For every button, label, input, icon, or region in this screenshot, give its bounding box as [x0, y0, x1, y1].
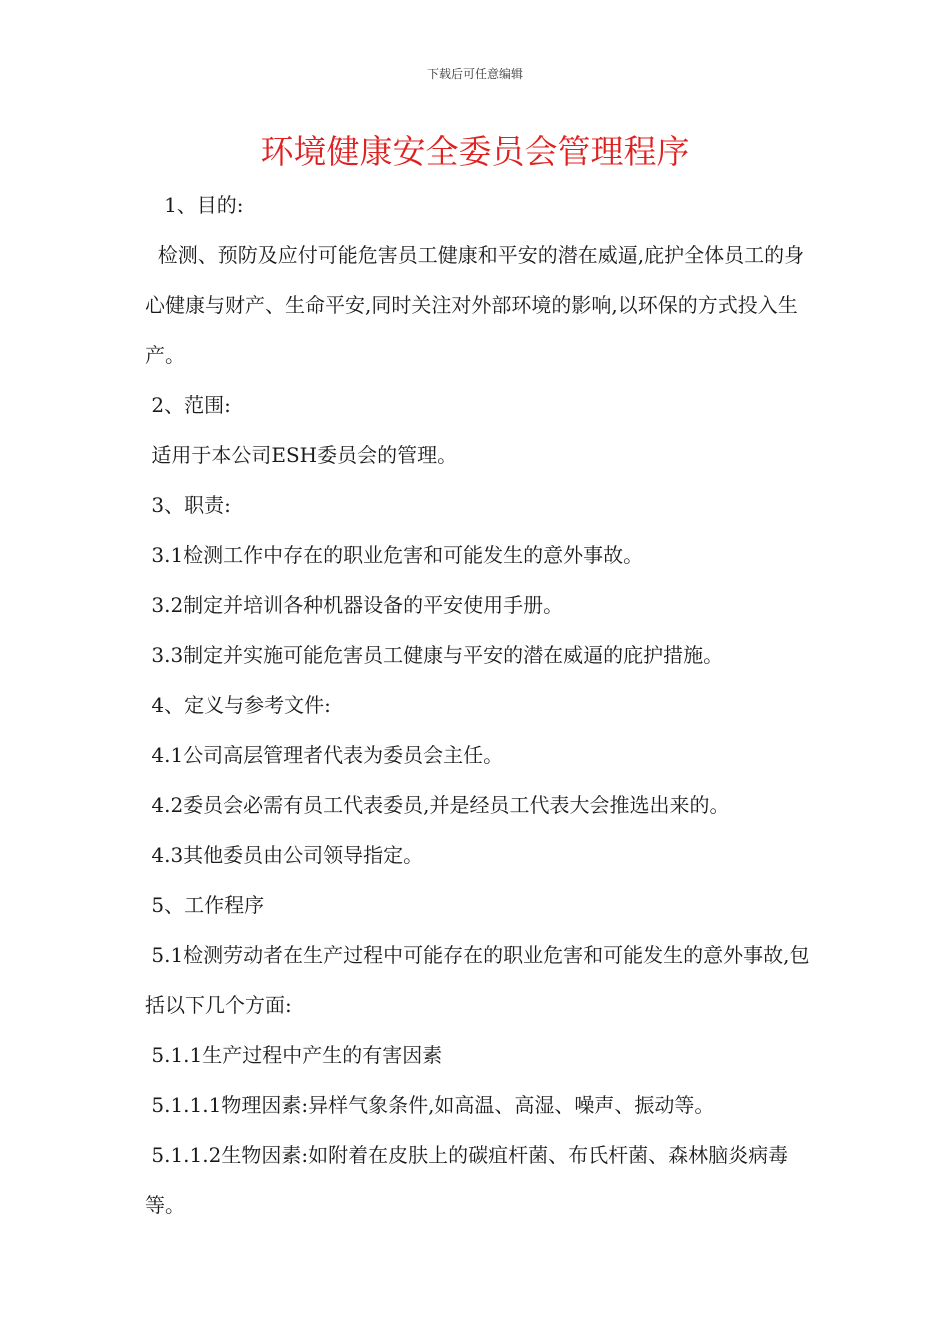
paragraph: 5.1.1.2生物因素:如附着在皮肤上的碳疽杆菌、布氏杆菌、森林脑炎病毒等。 — [145, 1143, 789, 1217]
paragraph: 适用于本公司ESH委员会的管理。 — [145, 443, 458, 467]
paragraph: 3、职责: — [145, 493, 231, 517]
page-header: 下载后可任意编辑 — [426, 67, 523, 81]
document-title: 环境健康安全委员会管理程序 — [260, 132, 690, 171]
paragraph: 5.1.1生产过程中产生的有害因素 — [145, 1043, 443, 1067]
paragraph: 3.1检测工作中存在的职业危害和可能发生的意外事故。 — [145, 543, 644, 567]
paragraph: 4.2委员会必需有员工代表委员,并是经员工代表大会推选出来的。 — [145, 793, 730, 817]
paragraph: 5、工作程序 — [145, 893, 265, 917]
paragraph: 4.1公司高层管理者代表为委员会主任。 — [145, 743, 504, 767]
paragraph: 5.1检测劳动者在生产过程中可能存在的职业危害和可能发生的意外事故,包括以下几个方面: — [145, 943, 810, 1017]
paragraph: 2、范围: — [145, 393, 231, 417]
paragraph: 1、目的: — [145, 193, 244, 217]
paragraph: 4、定义与参考文件: — [145, 693, 331, 717]
document-body — [145, 180, 813, 1230]
paragraph: 4.3其他委员由公司领导指定。 — [145, 843, 424, 867]
paragraph: 3.2制定并培训各种机器设备的平安使用手册。 — [145, 593, 564, 617]
paragraph: 3.3制定并实施可能危害员工健康与平安的潜在威逼的庇护措施。 — [145, 643, 724, 667]
paragraph: 5.1.1.1物理因素:异样气象条件,如高温、高湿、噪声、振动等。 — [145, 1093, 715, 1117]
paragraph: 检测、预防及应付可能危害员工健康和平安的潜在威逼,庇护全体员工的身心健康与财产、生命平安,同时关注对外部环境的影响,以环保的方式投入生产。 — [145, 243, 805, 367]
